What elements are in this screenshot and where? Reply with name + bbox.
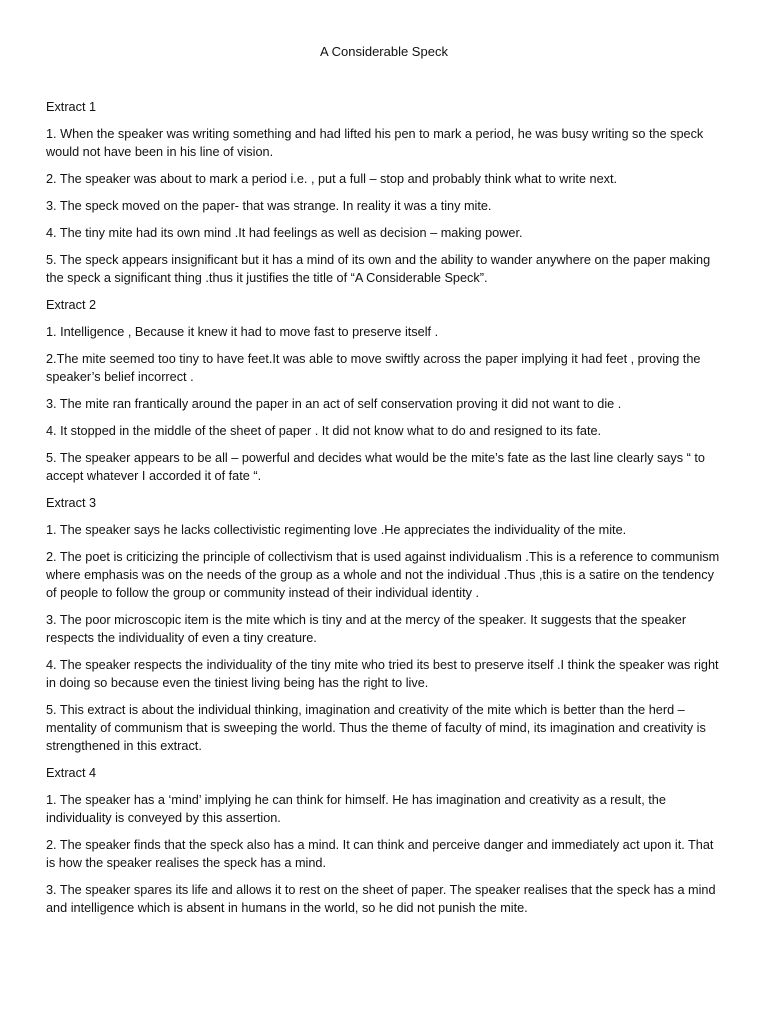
- answer-paragraph: 3. The mite ran frantically around the paper in an act of self conservation proving it did not want to die .: [46, 397, 622, 411]
- extract-heading: Extract 2: [46, 298, 97, 312]
- extract-section: [46, 764, 726, 917]
- answer-paragraph: 4. The tiny mite had its own mind .It had feelings as well as decision – making power.: [46, 226, 523, 240]
- answer-paragraph: 2. The speaker was about to mark a period i.e. , put a full – stop and probably think what to write next.: [46, 172, 618, 186]
- answer-paragraph: 5. This extract is about the individual thinking, imagination and creativity of the mite which is better than the herd – mentality of communism that is sweeping the world. Thus the theme of faculty of mind, its imagination and creativity is strengthened in this extract.: [46, 703, 706, 753]
- answer-paragraph: 4. It stopped in the middle of the sheet of paper . It did not know what to do and resigned to its fate.: [46, 424, 602, 438]
- extract-section: [46, 296, 726, 485]
- answer-paragraph: 1. When the speaker was writing something and had lifted his pen to mark a period, he was busy writing so the speck would not have been in his line of vision.: [46, 127, 704, 159]
- answer-paragraph: 3. The poor microscopic item is the mite which is tiny and at the mercy of the speaker. It suggests that the speaker respects the individuality of even a tiny creature.: [46, 613, 687, 645]
- answer-paragraph: 3. The speaker spares its life and allows it to rest on the sheet of paper. The speaker realises that the speck has a mind and intelligence which is absent in humans in the world, so he did not punish the mite.: [46, 883, 716, 915]
- document-body: [46, 98, 726, 926]
- answer-paragraph: 5. The speck appears insignificant but it has a mind of its own and the ability to wander anywhere on the paper making the speck a significant thing .thus it justifies the title of “A Considerable Speck”.: [46, 253, 711, 285]
- answer-paragraph: 2. The speaker finds that the speck also has a mind. It can think and perceive danger and immediately act upon it. That is how the speaker realises the speck has a mind.: [46, 838, 714, 870]
- extract-section: [46, 494, 726, 755]
- document-title: A Considerable Speck: [320, 44, 448, 59]
- answer-paragraph: 1. The speaker has a ‘mind’ implying he can think for himself. He has imagination and creativity as a result, the individuality is conveyed by this assertion.: [46, 793, 666, 825]
- answer-paragraph: 2. The poet is criticizing the principle of collectivism that is used against individualism .This is a reference to communism where emphasis was on the needs of the group as a whole and not the individual .Thus ,this is a satire on the tendency of people to follow the group or community instead of their individual identity .: [46, 550, 720, 600]
- answer-paragraph: 3. The speck moved on the paper- that was strange. In reality it was a tiny mite.: [46, 199, 492, 213]
- extract-section: [46, 98, 726, 287]
- answer-paragraph: 5. The speaker appears to be all – powerful and decides what would be the mite’s fate as the last line clearly says “ to accept whatever I accorded it of fate “.: [46, 451, 705, 483]
- answer-paragraph: 1. Intelligence , Because it knew it had to move fast to preserve itself .: [46, 325, 439, 339]
- extract-heading: Extract 3: [46, 496, 97, 510]
- extract-heading: Extract 4: [46, 766, 97, 780]
- answer-paragraph: 2.The mite seemed too tiny to have feet.It was able to move swiftly across the paper implying it had feet , proving the speaker’s belief incorrect .: [46, 352, 701, 384]
- answer-paragraph: 4. The speaker respects the individuality of the tiny mite who tried its best to preserve itself .I think the speaker was right in doing so because even the tiniest living being has the right to live.: [46, 658, 719, 690]
- extract-heading: Extract 1: [46, 100, 97, 114]
- answer-paragraph: 1. The speaker says he lacks collectivistic regimenting love .He appreciates the individuality of the mite.: [46, 523, 627, 537]
